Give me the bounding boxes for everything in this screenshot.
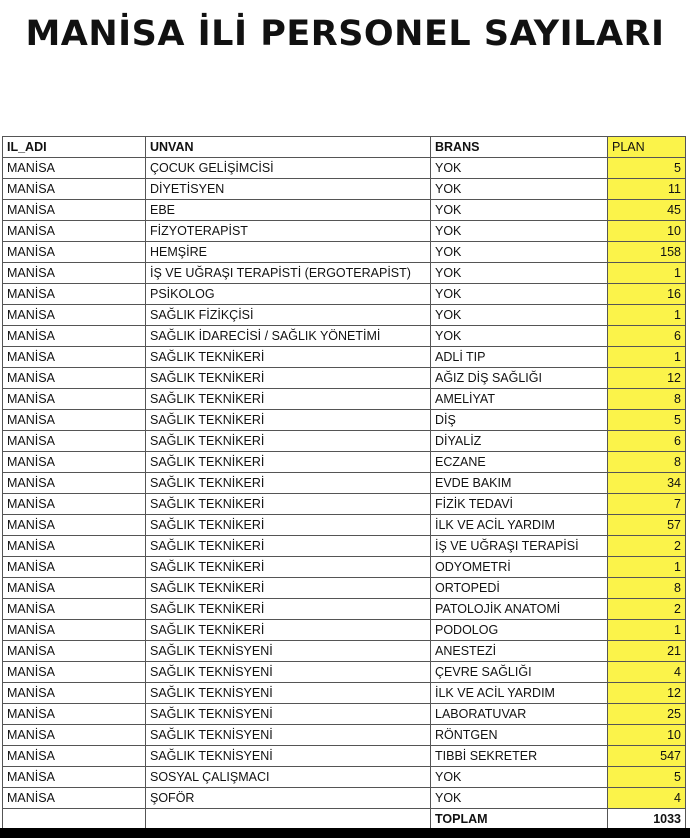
table-row xyxy=(3,578,686,599)
cell-unvan: ŞOFÖR xyxy=(146,788,431,809)
cell-il-adi: MANİSA xyxy=(3,662,146,683)
cell-plan: 5 xyxy=(608,410,686,431)
table-row xyxy=(3,200,686,221)
cell-il-adi: MANİSA xyxy=(3,599,146,620)
cell-brans: DİYALİZ xyxy=(431,431,608,452)
cell-plan: 16 xyxy=(608,284,686,305)
cell-il-adi: MANİSA xyxy=(3,221,146,242)
cell-plan: 4 xyxy=(608,788,686,809)
cell-plan: 7 xyxy=(608,494,686,515)
cell-unvan: SAĞLIK TEKNİKERİ xyxy=(146,410,431,431)
table-row xyxy=(3,662,686,683)
cell-plan: 5 xyxy=(608,158,686,179)
table-row xyxy=(3,284,686,305)
cell-unvan: PSİKOLOG xyxy=(146,284,431,305)
table-row xyxy=(3,305,686,326)
table-row xyxy=(3,683,686,704)
cell-unvan: SAĞLIK İDARECİSİ / SAĞLIK YÖNETİMİ xyxy=(146,326,431,347)
table-body xyxy=(3,158,686,809)
table-row xyxy=(3,158,686,179)
cell-il-adi: MANİSA xyxy=(3,242,146,263)
cell-il-adi: MANİSA xyxy=(3,158,146,179)
cell-plan: 1 xyxy=(608,620,686,641)
cell-brans: YOK xyxy=(431,179,608,200)
table-row xyxy=(3,347,686,368)
table-row xyxy=(3,599,686,620)
cell-il-adi: MANİSA xyxy=(3,473,146,494)
cell-plan: 8 xyxy=(608,389,686,410)
total-blank-1 xyxy=(3,809,146,830)
table-header-row xyxy=(3,137,686,158)
cell-unvan: DİYETİSYEN xyxy=(146,179,431,200)
cell-il-adi: MANİSA xyxy=(3,788,146,809)
cell-il-adi: MANİSA xyxy=(3,704,146,725)
cell-unvan: SAĞLIK TEKNİSYENİ xyxy=(146,725,431,746)
cell-unvan: SAĞLIK TEKNİSYENİ xyxy=(146,704,431,725)
cell-il-adi: MANİSA xyxy=(3,536,146,557)
cell-il-adi: MANİSA xyxy=(3,179,146,200)
cell-il-adi: MANİSA xyxy=(3,368,146,389)
cell-plan: 11 xyxy=(608,179,686,200)
cell-brans: YOK xyxy=(431,284,608,305)
cell-unvan: SAĞLIK TEKNİKERİ xyxy=(146,431,431,452)
cell-il-adi: MANİSA xyxy=(3,494,146,515)
cell-plan: 1 xyxy=(608,347,686,368)
table-row xyxy=(3,557,686,578)
cell-il-adi: MANİSA xyxy=(3,389,146,410)
cell-il-adi: MANİSA xyxy=(3,578,146,599)
cell-brans: İŞ VE UĞRAŞI TERAPİSİ xyxy=(431,536,608,557)
cell-plan: 57 xyxy=(608,515,686,536)
cell-plan: 45 xyxy=(608,200,686,221)
cell-brans: AMELİYAT xyxy=(431,389,608,410)
table-row xyxy=(3,536,686,557)
cell-il-adi: MANİSA xyxy=(3,452,146,473)
cell-unvan: İŞ VE UĞRAŞI TERAPİSTİ (ERGOTERAPİST) xyxy=(146,263,431,284)
cell-unvan: SAĞLIK TEKNİKERİ xyxy=(146,599,431,620)
cell-brans: İLK VE ACİL YARDIM xyxy=(431,683,608,704)
cell-unvan: HEMŞİRE xyxy=(146,242,431,263)
cell-unvan: SAĞLIK TEKNİKERİ xyxy=(146,389,431,410)
personnel-table xyxy=(2,136,686,830)
cell-brans: AĞIZ DİŞ SAĞLIĞI xyxy=(431,368,608,389)
cell-plan: 6 xyxy=(608,326,686,347)
cell-brans: PODOLOG xyxy=(431,620,608,641)
table-row xyxy=(3,326,686,347)
cell-brans: YOK xyxy=(431,158,608,179)
bottom-edge-bar xyxy=(0,828,690,838)
cell-plan: 2 xyxy=(608,599,686,620)
table-row xyxy=(3,242,686,263)
cell-plan: 5 xyxy=(608,767,686,788)
cell-il-adi: MANİSA xyxy=(3,746,146,767)
table-row xyxy=(3,704,686,725)
cell-unvan: SAĞLIK FİZİKÇİSİ xyxy=(146,305,431,326)
total-label: TOPLAM xyxy=(431,809,608,830)
cell-unvan: SAĞLIK TEKNİKERİ xyxy=(146,557,431,578)
table-row xyxy=(3,473,686,494)
cell-il-adi: MANİSA xyxy=(3,326,146,347)
page-title: MANİSA İLİ PERSONEL SAYILARI xyxy=(25,14,665,54)
table-row xyxy=(3,452,686,473)
cell-brans: YOK xyxy=(431,788,608,809)
cell-plan: 8 xyxy=(608,452,686,473)
cell-il-adi: MANİSA xyxy=(3,767,146,788)
cell-il-adi: MANİSA xyxy=(3,263,146,284)
cell-plan: 547 xyxy=(608,746,686,767)
header-plan: PLAN xyxy=(608,137,686,158)
table-row xyxy=(3,725,686,746)
cell-plan: 21 xyxy=(608,641,686,662)
cell-plan: 10 xyxy=(608,221,686,242)
cell-plan: 2 xyxy=(608,536,686,557)
cell-unvan: SOSYAL ÇALIŞMACI xyxy=(146,767,431,788)
cell-unvan: SAĞLIK TEKNİKERİ xyxy=(146,515,431,536)
cell-plan: 1 xyxy=(608,305,686,326)
cell-unvan: SAĞLIK TEKNİKERİ xyxy=(146,347,431,368)
cell-il-adi: MANİSA xyxy=(3,725,146,746)
cell-unvan: SAĞLIK TEKNİSYENİ xyxy=(146,641,431,662)
cell-brans: ECZANE xyxy=(431,452,608,473)
cell-brans: PATOLOJİK ANATOMİ xyxy=(431,599,608,620)
table-row xyxy=(3,263,686,284)
cell-unvan: FİZYOTERAPİST xyxy=(146,221,431,242)
table-row xyxy=(3,431,686,452)
table-row xyxy=(3,515,686,536)
cell-unvan: SAĞLIK TEKNİKERİ xyxy=(146,578,431,599)
cell-plan: 12 xyxy=(608,683,686,704)
cell-brans: YOK xyxy=(431,326,608,347)
total-value: 1033 xyxy=(608,809,686,830)
total-row xyxy=(3,809,686,830)
table-row xyxy=(3,221,686,242)
cell-unvan: SAĞLIK TEKNİKERİ xyxy=(146,368,431,389)
cell-plan: 158 xyxy=(608,242,686,263)
table-row xyxy=(3,788,686,809)
table-row xyxy=(3,620,686,641)
cell-il-adi: MANİSA xyxy=(3,515,146,536)
cell-unvan: SAĞLIK TEKNİKERİ xyxy=(146,452,431,473)
cell-brans: YOK xyxy=(431,305,608,326)
cell-brans: YOK xyxy=(431,221,608,242)
cell-unvan: EBE xyxy=(146,200,431,221)
cell-brans: ADLİ TIP xyxy=(431,347,608,368)
cell-brans: FİZİK TEDAVİ xyxy=(431,494,608,515)
table-row xyxy=(3,389,686,410)
cell-plan: 12 xyxy=(608,368,686,389)
cell-il-adi: MANİSA xyxy=(3,641,146,662)
cell-unvan: SAĞLIK TEKNİKERİ xyxy=(146,536,431,557)
cell-plan: 8 xyxy=(608,578,686,599)
cell-brans: ANESTEZİ xyxy=(431,641,608,662)
cell-il-adi: MANİSA xyxy=(3,200,146,221)
header-brans: BRANS xyxy=(431,137,608,158)
header-unvan: UNVAN xyxy=(146,137,431,158)
cell-brans: ÇEVRE SAĞLIĞI xyxy=(431,662,608,683)
table-row xyxy=(3,746,686,767)
header-il-adi: IL_ADI xyxy=(3,137,146,158)
cell-il-adi: MANİSA xyxy=(3,683,146,704)
cell-plan: 1 xyxy=(608,263,686,284)
cell-unvan: SAĞLIK TEKNİSYENİ xyxy=(146,746,431,767)
cell-plan: 1 xyxy=(608,557,686,578)
cell-il-adi: MANİSA xyxy=(3,305,146,326)
table-row xyxy=(3,410,686,431)
cell-brans: YOK xyxy=(431,200,608,221)
cell-il-adi: MANİSA xyxy=(3,347,146,368)
cell-plan: 34 xyxy=(608,473,686,494)
table-row xyxy=(3,641,686,662)
cell-il-adi: MANİSA xyxy=(3,431,146,452)
cell-plan: 6 xyxy=(608,431,686,452)
cell-brans: DİŞ xyxy=(431,410,608,431)
cell-plan: 25 xyxy=(608,704,686,725)
cell-il-adi: MANİSA xyxy=(3,557,146,578)
cell-brans: ODYOMETRİ xyxy=(431,557,608,578)
cell-il-adi: MANİSA xyxy=(3,410,146,431)
cell-unvan: SAĞLIK TEKNİKERİ xyxy=(146,620,431,641)
cell-brans: YOK xyxy=(431,263,608,284)
cell-brans: EVDE BAKIM xyxy=(431,473,608,494)
cell-brans: YOK xyxy=(431,242,608,263)
table-row xyxy=(3,368,686,389)
total-blank-2 xyxy=(146,809,431,830)
cell-brans: İLK VE ACİL YARDIM xyxy=(431,515,608,536)
cell-plan: 10 xyxy=(608,725,686,746)
cell-il-adi: MANİSA xyxy=(3,620,146,641)
cell-unvan: SAĞLIK TEKNİKERİ xyxy=(146,494,431,515)
cell-unvan: ÇOCUK GELİŞİMCİSİ xyxy=(146,158,431,179)
cell-brans: RÖNTGEN xyxy=(431,725,608,746)
cell-brans: LABORATUVAR xyxy=(431,704,608,725)
cell-unvan: SAĞLIK TEKNİKERİ xyxy=(146,473,431,494)
cell-unvan: SAĞLIK TEKNİSYENİ xyxy=(146,683,431,704)
table-row xyxy=(3,767,686,788)
cell-brans: TIBBİ SEKRETER xyxy=(431,746,608,767)
table-row xyxy=(3,494,686,515)
cell-plan: 4 xyxy=(608,662,686,683)
cell-unvan: SAĞLIK TEKNİSYENİ xyxy=(146,662,431,683)
table-row xyxy=(3,179,686,200)
cell-brans: YOK xyxy=(431,767,608,788)
cell-il-adi: MANİSA xyxy=(3,284,146,305)
cell-brans: ORTOPEDİ xyxy=(431,578,608,599)
